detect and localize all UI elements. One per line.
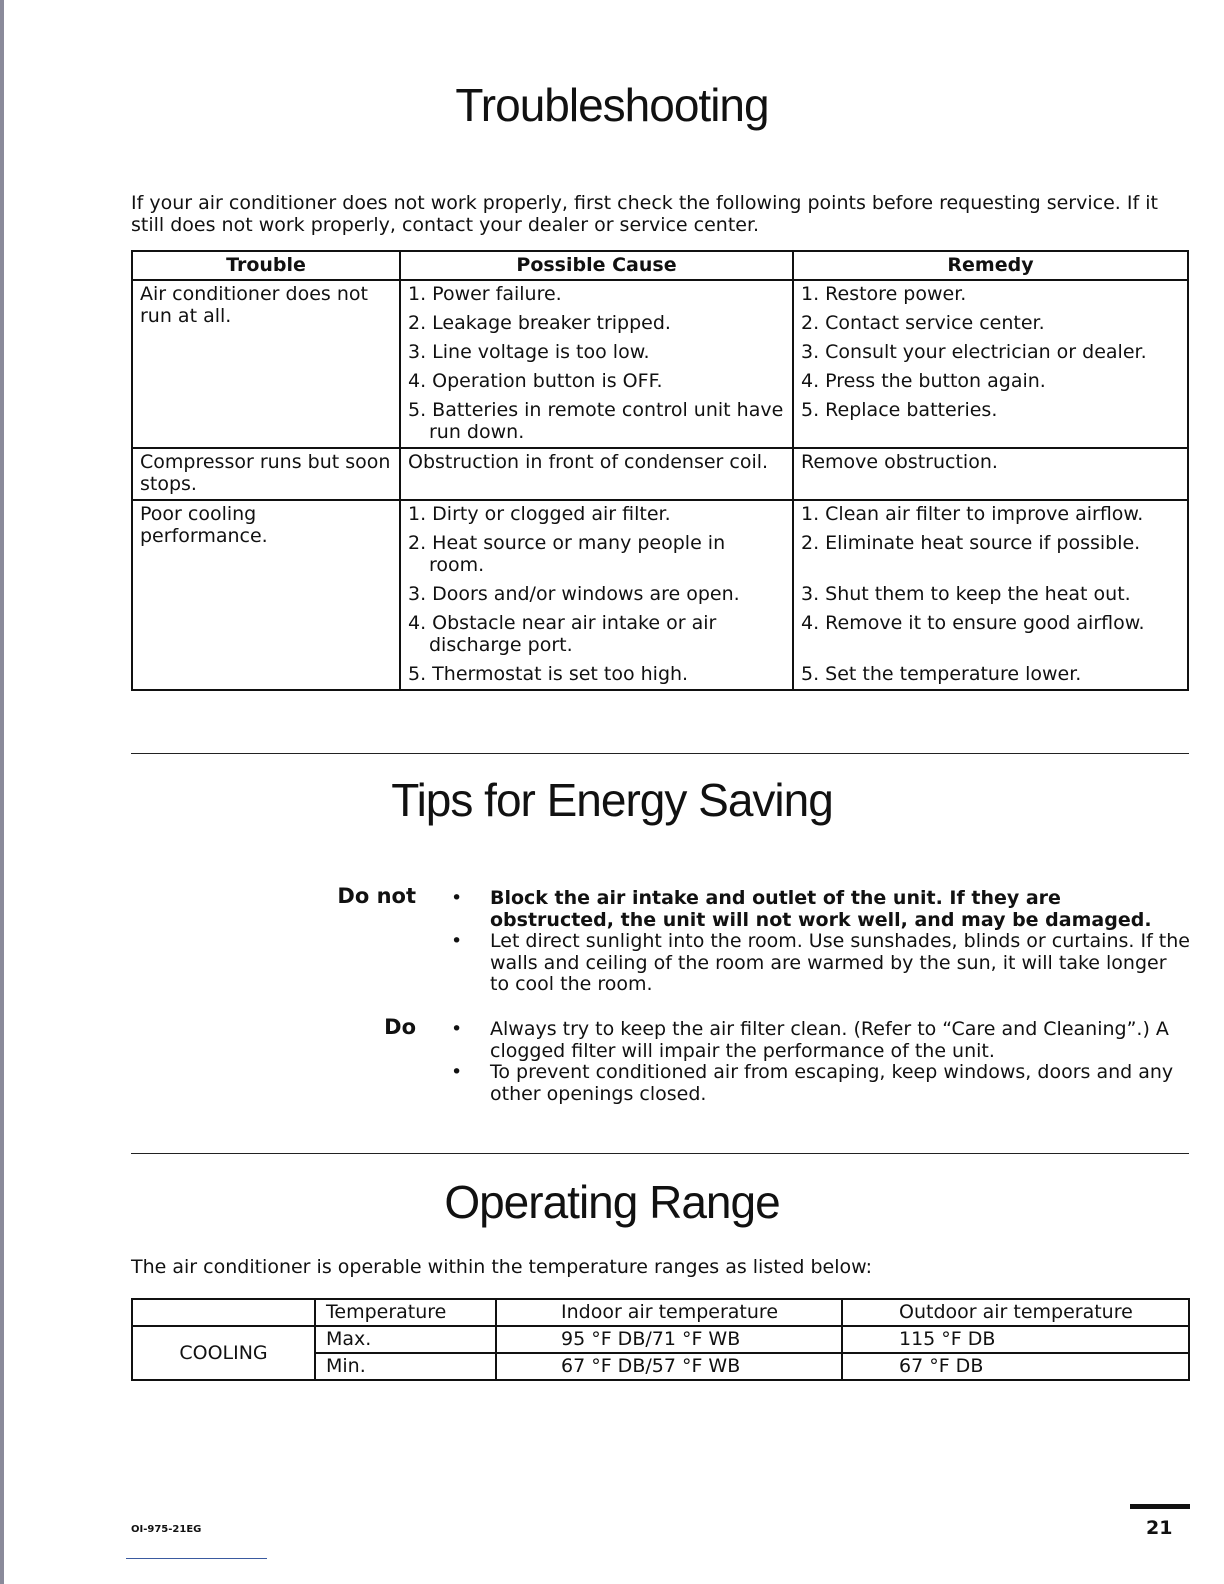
list-item: 3. Line voltage is too low.: [408, 341, 650, 363]
remedy-cell: [793, 500, 1188, 690]
list-item: 5. Thermostat is set too high.: [408, 663, 689, 685]
remedy-cell: [793, 448, 1188, 500]
operating-range-table: [131, 1298, 1190, 1381]
row-label: Min.: [315, 1353, 496, 1380]
trouble-cell: [132, 500, 400, 690]
operating-intro: The air conditioner is operable within the temperature ranges as listed below:: [131, 1256, 873, 1278]
do-not-item-2: Let direct sunlight into the room. Use sunshades, blinds or curtains. If the walls and ceiling of the room are warmed by the sun, it will take longer to cool the room.: [490, 930, 1190, 995]
indoor-value: 95 °F DB/71 °F WB: [496, 1326, 842, 1353]
operating-title: Operating Range: [444, 1176, 780, 1228]
list-item: 2. Eliminate heat source if possible.: [801, 532, 1141, 554]
cause-cell: [400, 280, 793, 448]
trouble-text: Compressor runs but soon stops.: [140, 451, 391, 495]
list-item: 3. Doors and/or windows are open.: [408, 583, 740, 605]
footer-line: [126, 1558, 267, 1559]
header-outdoor: Outdoor air temperature: [842, 1299, 1189, 1326]
cause-cell: [400, 448, 793, 500]
table-header-row: [132, 251, 1188, 280]
table-row: [132, 500, 1188, 690]
trouble-cell: [132, 448, 400, 500]
list-item: 5. Batteries in remote control unit have run down.: [408, 399, 784, 443]
header-remedy: Remedy: [793, 251, 1188, 280]
cause-cell: [400, 500, 793, 690]
list-item: 1. Power failure.: [408, 283, 562, 305]
section-divider: [131, 1153, 1189, 1154]
indoor-value: 67 °F DB/57 °F WB: [496, 1353, 842, 1380]
page-number: 21: [1146, 1517, 1173, 1539]
list-item: 5. Replace batteries.: [801, 399, 998, 421]
list-item: 3. Shut them to keep the heat out.: [801, 583, 1131, 605]
header-cause: Possible Cause: [400, 251, 793, 280]
row-label: Max.: [315, 1326, 496, 1353]
remedy-cell: [793, 280, 1188, 448]
list-item: 1. Dirty or clogged air filter.: [408, 503, 671, 525]
trouble-text: Air conditioner does not run at all.: [140, 283, 368, 327]
bullet: •: [451, 1061, 463, 1083]
list-item: 1. Restore power.: [801, 283, 967, 305]
table-header-row: [132, 1299, 1189, 1326]
tips-title: Tips for Energy Saving: [391, 774, 833, 826]
do-item-2: To prevent conditioned air from escaping, keep windows, doors and any other openings closed.: [490, 1061, 1174, 1105]
page-number-bar: [1130, 1504, 1190, 1509]
list-item: 3. Consult your electrician or dealer.: [801, 341, 1147, 363]
list-item: 2. Contact service center.: [801, 312, 1045, 334]
header-indoor: Indoor air temperature: [496, 1299, 842, 1326]
mode-cooling: COOLING: [132, 1326, 315, 1380]
list-item: 4. Remove it to ensure good airflow.: [801, 612, 1145, 634]
table-row: [132, 280, 1188, 448]
list-item: 1. Clean air filter to improve airflow.: [801, 503, 1144, 525]
list-item: 2. Heat source or many people in room.: [408, 532, 726, 576]
section-divider: [131, 753, 1189, 754]
troubleshooting-intro: If your air conditioner does not work properly, first check the following points before requesting service. If it still does not work properly, contact your dealer or service center.: [131, 192, 1158, 236]
cause-text: Obstruction in front of condenser coil.: [408, 451, 769, 473]
do-label: Do: [384, 1015, 416, 1039]
bullet: •: [451, 930, 463, 952]
document-code: OI-975-21EG: [131, 1524, 202, 1535]
do-not-item-1: Block the air intake and outlet of the unit. If they are obstructed, the unit will not work well, and may be damaged.: [490, 887, 1152, 931]
table-row: [132, 448, 1188, 500]
header-trouble: Trouble: [132, 251, 400, 280]
list-item: 4. Operation button is OFF.: [408, 370, 663, 392]
remedy-text: Remove obstruction.: [801, 451, 998, 473]
outdoor-value: 67 °F DB: [842, 1353, 1189, 1380]
list-item: 2. Leakage breaker tripped.: [408, 312, 671, 334]
header-blank: [132, 1299, 315, 1326]
troubleshooting-table: [131, 250, 1189, 691]
table-row: [132, 1326, 1189, 1353]
list-item: 4. Press the button again.: [801, 370, 1046, 392]
bullet: •: [451, 887, 463, 909]
bullet: •: [451, 1018, 463, 1040]
list-item: 4. Obstacle near air intake or air discharge port.: [408, 612, 717, 656]
trouble-cell: [132, 280, 400, 448]
trouble-text: Poor cooling performance.: [140, 503, 268, 547]
troubleshooting-title: Troubleshooting: [455, 79, 769, 131]
outdoor-value: 115 °F DB: [842, 1326, 1189, 1353]
list-item: 5. Set the temperature lower.: [801, 663, 1082, 685]
do-item-1: Always try to keep the air filter clean. (Refer to “Care and Cleaning”.) A clogged filter will impair the performance of the unit.: [490, 1018, 1169, 1062]
header-temperature: Temperature: [315, 1299, 496, 1326]
do-not-label: Do not: [337, 884, 416, 908]
